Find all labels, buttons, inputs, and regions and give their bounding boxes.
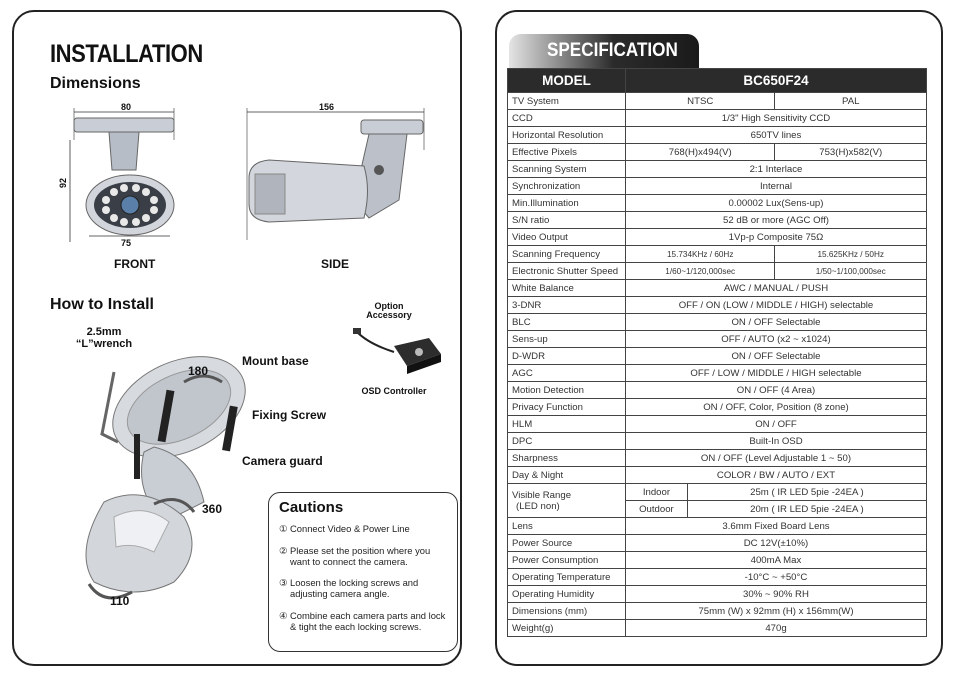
dimensions-title: Dimensions [50,75,141,92]
spec-row [508,161,927,178]
spec-label: Privacy Function [508,399,626,416]
spec-value-pal: 15.625KHz / 50Hz [775,246,927,263]
model-label: MODEL [508,69,626,93]
spec-label: Synchronization [508,178,626,195]
spec-value-ntsc: 1/60~1/120,000sec [625,263,775,280]
spec-label: 3-DNR [508,297,626,314]
specification-title: SPECIFICATION [547,40,678,61]
spec-label: Electronic Shutter Speed [508,263,626,280]
spec-row [508,110,927,127]
spec-label: Scanning Frequency [508,246,626,263]
specification-panel [495,10,943,666]
spec-row [508,416,927,433]
indoor-value: 25m ( IR LED 5pie -24EA ) [687,484,926,501]
angle-360-label: 360 [202,502,223,516]
spec-value: ON / OFF Selectable [625,348,926,365]
spec-row [508,229,927,246]
camera-front-drawing [64,100,194,250]
spec-label: Operating Temperature [508,569,626,586]
spec-row [508,586,927,603]
installation-panel [12,10,462,666]
spec-value-ntsc: 15.734KHz / 60Hz [625,246,775,263]
spec-value: 0.00002 Lux(Sens-up) [625,195,926,212]
spec-value: ON / OFF (Level Adjustable 1 ~ 50) [625,450,926,467]
spec-value: 470g [625,620,926,637]
spec-label: Day & Night [508,467,626,484]
spec-label: White Balance [508,280,626,297]
spec-row [508,195,927,212]
spec-value: OFF / LOW / MIDDLE / HIGH selectable [625,365,926,382]
spec-value: ON / OFF [625,416,926,433]
spec-label: DPC [508,433,626,450]
spec-value: 1/3" High Sensitivity CCD [625,110,926,127]
spec-row [508,365,927,382]
spec-label: AGC [508,365,626,382]
spec-label: Motion Detection [508,382,626,399]
spec-value-ntsc: NTSC [625,93,775,110]
spec-row [508,450,927,467]
spec-value: OFF / ON (LOW / MIDDLE / HIGH) selectable [625,297,926,314]
spec-row [508,314,927,331]
spec-row [508,433,927,450]
spec-label: Sens-up [508,331,626,348]
spec-value-pal: 753(H)x582(V) [775,144,927,161]
cautions-box [268,492,458,652]
spec-row [508,144,927,161]
spec-row [508,212,927,229]
spec-value-pal: 1/50~1/100,000sec [775,263,927,280]
spec-row [508,348,927,365]
spec-value: DC 12V(±10%) [625,535,926,552]
fixing-screw-label: Fixing Screw [252,408,327,422]
spec-value: AWC / MANUAL / PUSH [625,280,926,297]
spec-label: Video Output [508,229,626,246]
spec-value: ON / OFF, Color, Position (8 zone) [625,399,926,416]
spec-label: Power Consumption [508,552,626,569]
spec-label: S/N ratio [508,212,626,229]
spec-value: 30% ~ 90% RH [625,586,926,603]
spec-label: Horizontal Resolution [508,127,626,144]
spec-value: ON / OFF (4 Area) [625,382,926,399]
spec-table [507,68,927,637]
caution-item-1: ① Connect Video & Power Line [279,523,410,534]
spec-label: Power Source [508,535,626,552]
caution-item-3: ③ Loosen the locking screws and adjusting camera angle. [279,577,419,599]
spec-row-visible-range-indoor [508,484,927,501]
spec-value: ON / OFF Selectable [625,314,926,331]
indoor-label: Indoor [625,484,687,501]
option-accessory-label: Option Accessory [366,301,412,320]
angle-110-label: 110 [110,594,130,608]
spec-label: Dimensions (mm) [508,603,626,620]
spec-value: 400mA Max [625,552,926,569]
spec-value: 1Vp-p Composite 75Ω [625,229,926,246]
spec-row [508,620,927,637]
spec-label: Lens [508,518,626,535]
spec-value: 3.6mm Fixed Board Lens [625,518,926,535]
spec-label: Operating Humidity [508,586,626,603]
spec-label: CCD [508,110,626,127]
install-drawing [54,352,264,612]
spec-value: 650TV lines [625,127,926,144]
model-value: BC650F24 [625,69,926,93]
spec-value: Internal [625,178,926,195]
installation-title: INSTALLATION [50,40,203,68]
camera-side-drawing [239,100,429,245]
spec-label: TV System [508,93,626,110]
spec-row [508,518,927,535]
spec-label: BLC [508,314,626,331]
spec-value-pal: PAL [775,93,927,110]
how-to-install-title: How to Install [50,296,154,313]
spec-row [508,552,927,569]
spec-value: 2:1 Interlace [625,161,926,178]
spec-row [508,280,927,297]
mount-base-label: Mount base [242,354,309,368]
caution-item-4: ④ Combine each camera parts and lock & tight the each locking screws. [279,610,446,632]
spec-value: OFF / AUTO (x2 ~ x1024) [625,331,926,348]
spec-row [508,535,927,552]
front-label: FRONT [114,257,156,271]
osd-controller-label: OSD Controller [361,386,427,396]
spec-row [508,569,927,586]
spec-row [508,178,927,195]
front-height-label: 92 [58,177,69,189]
spec-header-row [508,69,927,93]
side-label: SIDE [321,257,350,271]
spec-row [508,603,927,620]
spec-row [508,331,927,348]
spec-row [508,399,927,416]
angle-180-label: 180 [188,364,209,378]
spec-row [508,263,927,280]
spec-row [508,297,927,314]
spec-value: 52 dB or more (AGC Off) [625,212,926,229]
spec-row [508,246,927,263]
cautions-title: Cautions [279,499,344,516]
spec-label: D-WDR [508,348,626,365]
spec-row [508,93,927,110]
spec-label: Weight(g) [508,620,626,637]
spec-value: 75mm (W) x 92mm (H) x 156mm(W) [625,603,926,620]
spec-value-ntsc: 768(H)x494(V) [625,144,775,161]
spec-label: Sharpness [508,450,626,467]
spec-value: COLOR / BW / AUTO / EXT [625,467,926,484]
outdoor-label: Outdoor [625,501,687,518]
visible-range-label: Visible Range (LED non) [508,484,626,518]
spec-label: Scanning System [508,161,626,178]
outdoor-value: 20m ( IR LED 5pie -24EA ) [687,501,926,518]
osd-controller-icon [349,324,444,384]
front-width-label: 80 [121,102,132,112]
spec-label: Min.Illumination [508,195,626,212]
caution-item-2: ② Please set the position where you want to connect the camera. [279,545,431,567]
spec-row [508,467,927,484]
wrench-label: 2.5mm “L”wrench [75,326,133,350]
side-length-label: 156 [319,102,335,112]
spec-row [508,382,927,399]
front-bottom-label: 75 [121,238,132,248]
spec-label: Effective Pixels [508,144,626,161]
camera-guard-label: Camera guard [242,454,323,468]
spec-label: HLM [508,416,626,433]
spec-row [508,127,927,144]
spec-value: -10°C ~ +50°C [625,569,926,586]
spec-value: Built-In OSD [625,433,926,450]
